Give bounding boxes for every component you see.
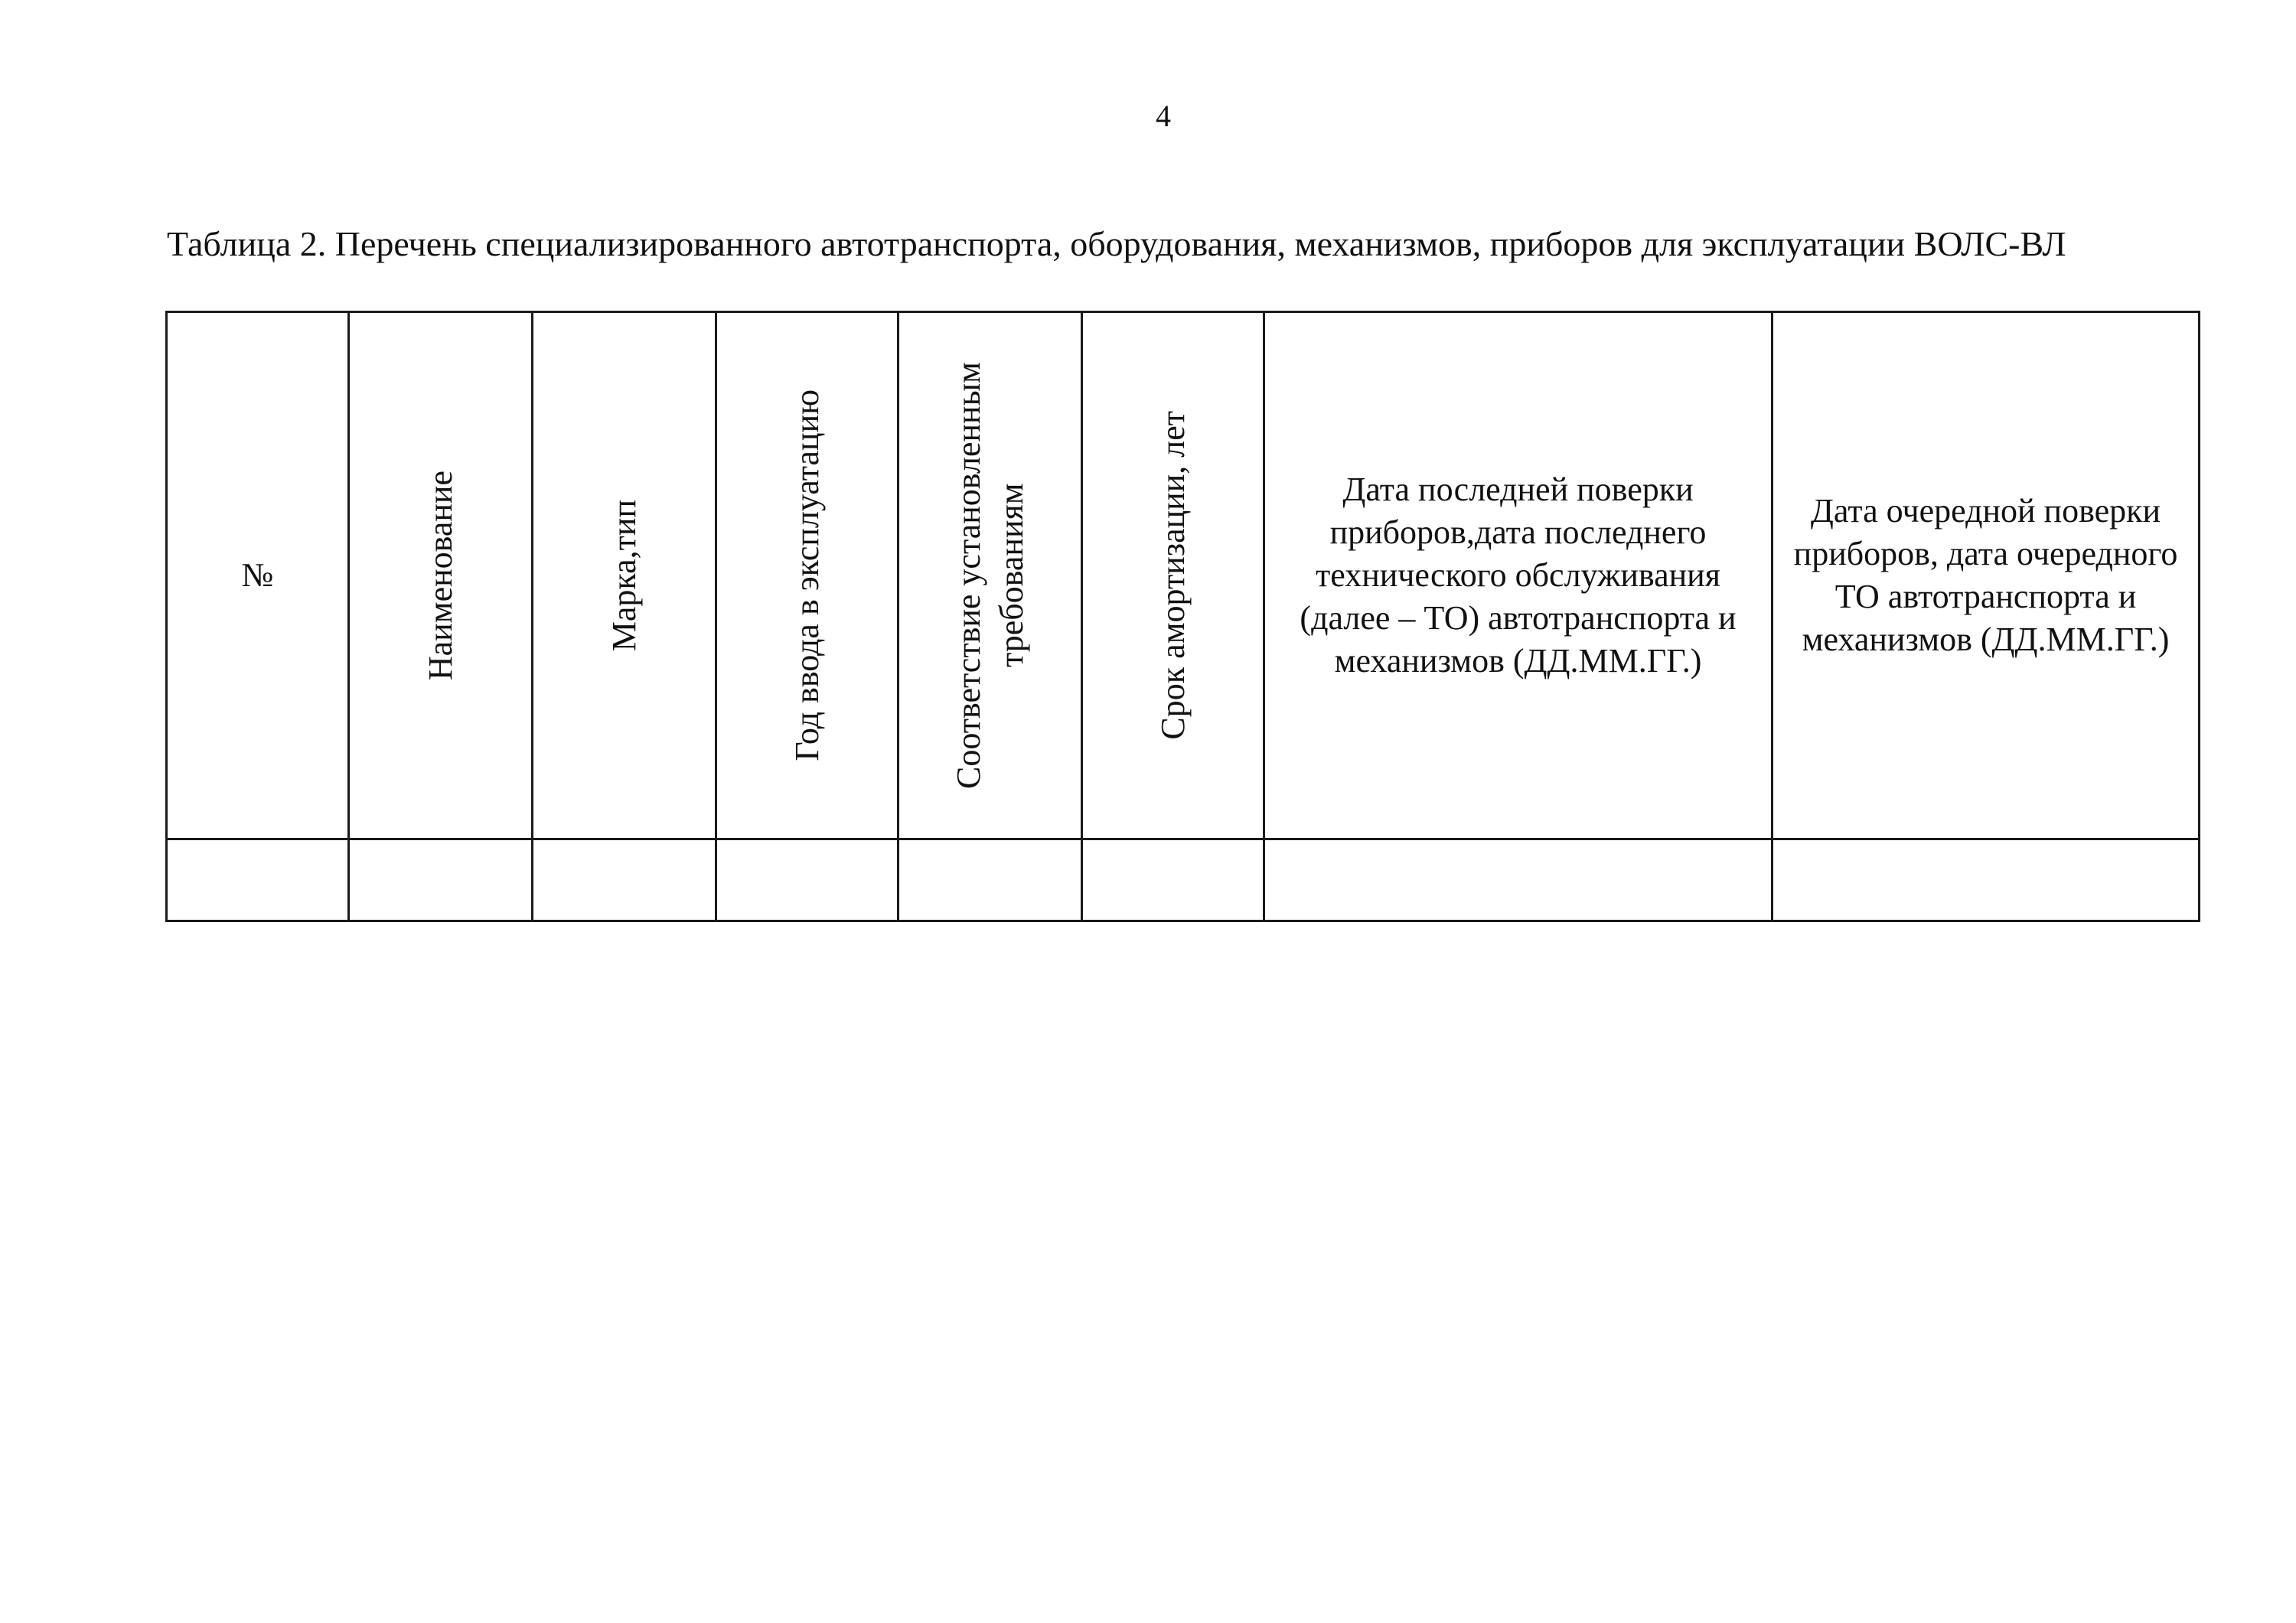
- column-header-number: [167, 312, 349, 839]
- table-cell: [533, 839, 716, 921]
- table-cell: [1082, 839, 1264, 921]
- table-cell: [899, 839, 1082, 921]
- equipment-table-container: [165, 311, 2198, 922]
- column-header-name: [349, 312, 533, 839]
- table-cell: [1264, 839, 1773, 921]
- column-header-number-label: №: [241, 556, 274, 594]
- table-cell: [349, 839, 533, 921]
- column-header-name-label: Наименование: [421, 470, 459, 681]
- column-header-next-verification-date-label: Дата очередной поверки приборов, дата очередного ТО автотранспорта и механизмов (ДД.ММ.ГГ.): [1793, 492, 2178, 658]
- column-header-model-type: [533, 312, 716, 839]
- column-header-next-verification-date: [1773, 312, 2200, 839]
- column-header-last-verification-date: [1264, 312, 1773, 839]
- column-header-last-verification-date-label: Дата последней поверки приборов,дата последнего технического обслуживания (далее – ТО) автотранспорта и механизмов (ДД.ММ.ГГ.): [1300, 471, 1737, 680]
- table-caption: Таблица 2. Перечень специализированного автотранспорта, оборудования, механизмов, приборов для эксплуатации ВОЛС-ВЛ: [167, 224, 2066, 263]
- table-header-row: [167, 312, 2200, 839]
- page-number: 4: [1156, 99, 1171, 133]
- table-cell: [167, 839, 349, 921]
- column-header-compliance-label: Соответствие установленным требованиям: [949, 362, 1030, 789]
- column-header-depreciation-period-label: Срок амортизации, лет: [1153, 411, 1192, 740]
- table-row: [167, 839, 2200, 921]
- column-header-compliance: [899, 312, 1082, 839]
- column-header-model-type-label: Марка,тип: [605, 499, 643, 652]
- equipment-table: [165, 311, 2200, 922]
- column-header-commissioning-year-label: Год ввода в эксплуатацию: [788, 389, 826, 761]
- column-header-commissioning-year: [716, 312, 899, 839]
- table-cell: [1773, 839, 2200, 921]
- column-header-depreciation-period: [1082, 312, 1264, 839]
- table-cell: [716, 839, 899, 921]
